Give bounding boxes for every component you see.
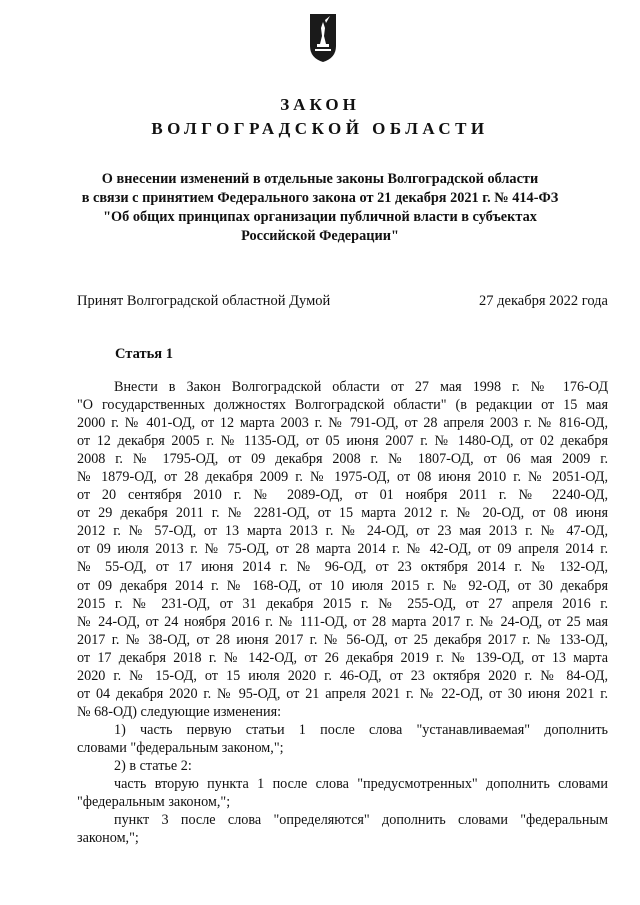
- text-line: 2015 г. № 231-ОД, от 31 декабря 2015 г. № 255-ОД, от 27 апреля 2016 г.: [77, 595, 608, 612]
- text-line: 2017 г. № 38-ОД, от 28 июня 2017 г. № 56-ОД, от 25 декабря 2017 г. № 133-ОД,: [77, 631, 608, 648]
- text-line: 1) часть первую статьи 1 после слова "устанавливаемая" дополнить: [114, 721, 608, 738]
- text-line: от 04 декабря 2020 г. № 95-ОД, от 21 апреля 2021 г. № 22-ОД, от 30 июня 2021 г.: [77, 685, 608, 702]
- text-line: № 24-ОД, от 24 ноября 2016 г. № 111-ОД, от 28 марта 2017 г. № 24-ОД, от 25 мая: [77, 613, 608, 630]
- subject-line: "Об общих принципах организации публичной власти в субъектах: [103, 209, 537, 225]
- text-line: 2012 г. № 57-ОД, от 13 марта 2013 г. № 24-ОД, от 23 мая 2013 г. № 47-ОД,: [77, 523, 608, 540]
- law-subject: [60, 170, 580, 246]
- item-1: [77, 721, 608, 757]
- text-line: от 12 декабря 2005 г. № 1135-ОД, от 05 июня 2007 г. № 1480-ОД, от 02 декабря: [77, 433, 608, 450]
- text-line: № 1879-ОД, от 28 декабря 2009 г. № 1975-ОД, от 08 июня 2010 г. № 2051-ОД,: [77, 469, 608, 486]
- text-line: от 09 декабря 2014 г. № 168-ОД, от 10 июля 2015 г. № 92-ОД, от 30 декабря: [77, 577, 608, 594]
- subject-line: О внесении изменений в отдельные законы Волгоградской области: [101, 171, 539, 187]
- text-line: от 09 июля 2013 г. № 75-ОД, от 28 марта 2014 г. № 42-ОД, от 09 апреля 2014 г.: [77, 541, 608, 558]
- text-line: 2020 г. № 15-ОД, от 15 июля 2020 г. 46-ОД, от 23 октября 2020 г. № 84-ОД,: [77, 667, 608, 684]
- text-line: от 29 декабря 2011 г. № 2281-ОД, от 15 марта 2012 г. № 20-ОД, от 08 июня: [77, 505, 608, 522]
- subject-line: Российской Федерации": [241, 228, 399, 244]
- text-line: № 68-ОД) следующие изменения:: [77, 703, 282, 720]
- text-line: 2008 г. № 1795-ОД, от 09 декабря 2008 г. № 1807-ОД, от 06 мая 2009 г.: [77, 451, 608, 468]
- article-heading: Статья 1: [115, 346, 173, 362]
- region-title: ВОЛГОГРАДСКОЙ ОБЛАСТИ: [151, 119, 489, 138]
- item-2-part-a: [77, 775, 608, 811]
- text-line: от 20 сентября 2010 г. № 2089-ОД, от 01 ноября 2011 г. № 2240-ОД,: [77, 487, 608, 504]
- text-line: 2) в статье 2:: [114, 757, 192, 774]
- text-line: Внести в Закон Волгоградской области от 27 мая 1998 г. № 176-ОД: [114, 379, 608, 395]
- text-line: 2000 г. № 401-ОД, от 12 марта 2003 г. № 791-ОД, от 28 апреля 2003 г. № 816-ОД,: [77, 415, 608, 432]
- coat-of-arms-icon: [310, 14, 336, 62]
- adopted-by: Принят Волгоградской областной Думой: [77, 293, 331, 309]
- item-2-part-b: [77, 811, 608, 847]
- text-line: словами "федеральным законом,";: [77, 739, 284, 756]
- text-line: часть вторую пункта 1 после слова "предусмотренных" дополнить словами: [114, 776, 608, 793]
- law-title: ЗАКОН: [280, 95, 360, 114]
- adoption-date: 27 декабря 2022 года: [479, 293, 608, 309]
- text-line: "О государственных должностях Волгоградской области" (в редакции от 15 мая: [77, 397, 608, 414]
- adoption-line: [77, 293, 608, 310]
- text-line: от 17 декабря 2018 г. № 142-ОД, от 26 декабря 2019 г. № 139-ОД, от 13 марта: [77, 649, 608, 666]
- text-line: "федеральным законом,";: [77, 794, 231, 811]
- article-body: [77, 378, 608, 847]
- subject-line: в связи с принятием Федерального закона от 21 декабря 2021 г. № 414-ФЗ: [81, 190, 559, 206]
- intro-paragraph: [77, 378, 608, 721]
- text-line: пункт 3 после слова "определяются" дополнить словами "федеральным: [114, 812, 608, 829]
- text-line: законом,";: [77, 830, 139, 847]
- item-2-heading: [77, 757, 608, 775]
- text-line: № 55-ОД, от 17 июня 2014 г. № 96-ОД, от 23 октября 2014 г. № 132-ОД,: [77, 559, 608, 576]
